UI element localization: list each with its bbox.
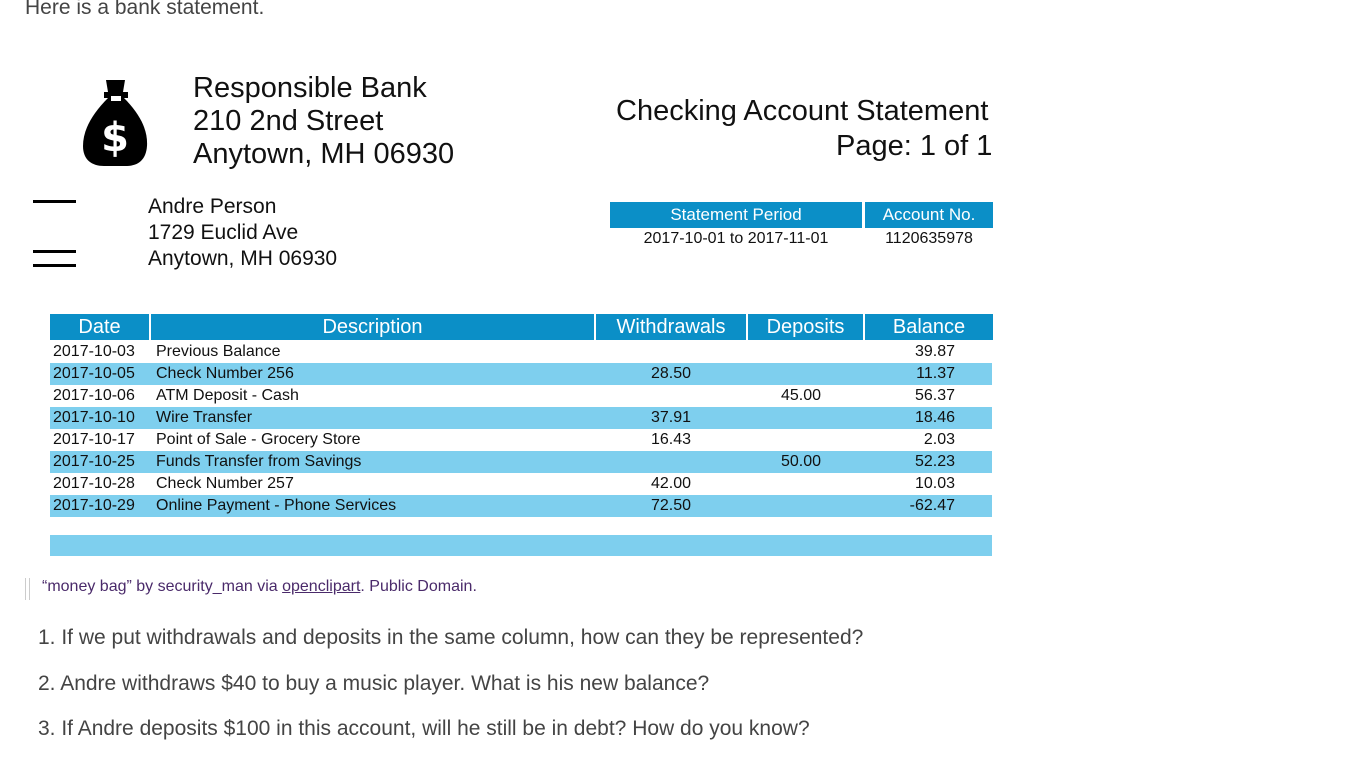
question-list	[38, 626, 863, 763]
svg-text:$: $	[101, 115, 129, 161]
table-row	[50, 473, 992, 495]
statement-period-header: Statement Period	[610, 202, 862, 228]
account-number-header: Account No.	[865, 202, 993, 228]
intro-text: Here is a bank statement.	[25, 0, 265, 19]
table-row	[50, 429, 992, 451]
date-cell: 2017-10-03	[53, 343, 135, 360]
table-row	[50, 341, 992, 363]
table-row	[50, 495, 992, 517]
deposits-column-header: Deposits	[748, 314, 863, 340]
statement-page: Page: 1 of 1	[836, 130, 993, 162]
withdrawal-cell: 72.50	[650, 497, 692, 514]
table-row	[50, 451, 992, 473]
date-cell: 2017-10-17	[53, 431, 135, 448]
balance-column-header: Balance	[865, 314, 993, 340]
description-cell: ATM Deposit - Cash	[156, 387, 299, 404]
blockquote-bar	[25, 578, 30, 600]
openclipart-link[interactable]: openclipart	[282, 578, 361, 595]
balance-cell: 39.87	[914, 343, 955, 360]
statement-period-value: 2017-10-01 to 2017-11-01	[643, 230, 829, 247]
withdrawal-cell: 42.00	[650, 475, 692, 492]
withdrawals-column-header: Withdrawals	[596, 314, 746, 340]
credit-prefix: “money bag” by security_man via	[42, 578, 283, 595]
balance-cell: 52.23	[914, 453, 955, 470]
account-info-table	[607, 202, 996, 250]
date-cell: 2017-10-10	[53, 409, 135, 426]
deposit-cell: 45.00	[780, 387, 822, 404]
bank-address	[193, 72, 454, 171]
table-row	[50, 363, 992, 385]
date-column-header: Date	[50, 314, 149, 340]
table-row	[50, 407, 992, 429]
description-cell: Funds Transfer from Savings	[156, 453, 362, 470]
customer-city: Anytown, MH 06930	[148, 247, 338, 270]
balance-cell: 56.37	[914, 387, 955, 404]
date-cell: 2017-10-06	[53, 387, 135, 404]
table-row	[50, 385, 992, 407]
image-credit	[42, 578, 477, 596]
bank-street: 210 2nd Street	[193, 105, 384, 137]
customer-street: 1729 Euclid Ave	[148, 221, 299, 244]
description-column-header: Description	[151, 314, 594, 340]
description-cell: Check Number 256	[156, 365, 294, 382]
description-cell: Point of Sale - Grocery Store	[156, 431, 361, 448]
balance-cell: 10.03	[914, 475, 955, 492]
date-cell: 2017-10-05	[53, 365, 135, 382]
bank-name: Responsible Bank	[193, 72, 427, 104]
deposit-cell: 50.00	[780, 453, 822, 470]
transactions-table	[50, 341, 992, 517]
withdrawal-cell: 16.43	[650, 431, 692, 448]
date-cell: 2017-10-28	[53, 475, 135, 492]
description-cell: Check Number 257	[156, 475, 294, 492]
description-cell: Online Payment - Phone Services	[156, 497, 397, 514]
balance-cell: 11.37	[916, 365, 955, 382]
description-cell: Wire Transfer	[156, 409, 253, 426]
table-footer-bar	[50, 535, 992, 556]
balance-cell: 2.03	[923, 431, 955, 448]
transactions-header	[50, 314, 994, 340]
credit-suffix: . Public Domain.	[360, 578, 477, 595]
question-item: 3. If Andre deposits $100 in this account, will he still be in debt? How do you know?	[38, 717, 810, 740]
customer-address	[148, 194, 337, 272]
date-cell: 2017-10-29	[53, 497, 135, 514]
withdrawal-cell: 28.50	[650, 365, 692, 382]
balance-cell: -62.47	[909, 497, 955, 514]
envelope-window-marks	[33, 198, 77, 272]
withdrawal-cell: 37.91	[650, 409, 692, 426]
date-cell: 2017-10-25	[53, 453, 135, 470]
money-bag-icon	[80, 78, 150, 170]
bank-city: Anytown, MH 06930	[193, 138, 455, 170]
question-item: 1. If we put withdrawals and deposits in the same column, how can they be represented?	[38, 626, 864, 649]
description-cell: Previous Balance	[156, 343, 281, 360]
statement-title: Checking Account Statement	[616, 95, 989, 127]
question-item: 2. Andre withdraws $40 to buy a music player. What is his new balance?	[38, 671, 710, 695]
account-number-value: 1120635978	[885, 230, 973, 247]
customer-name: Andre Person	[148, 195, 277, 218]
balance-cell: 18.46	[914, 409, 955, 426]
